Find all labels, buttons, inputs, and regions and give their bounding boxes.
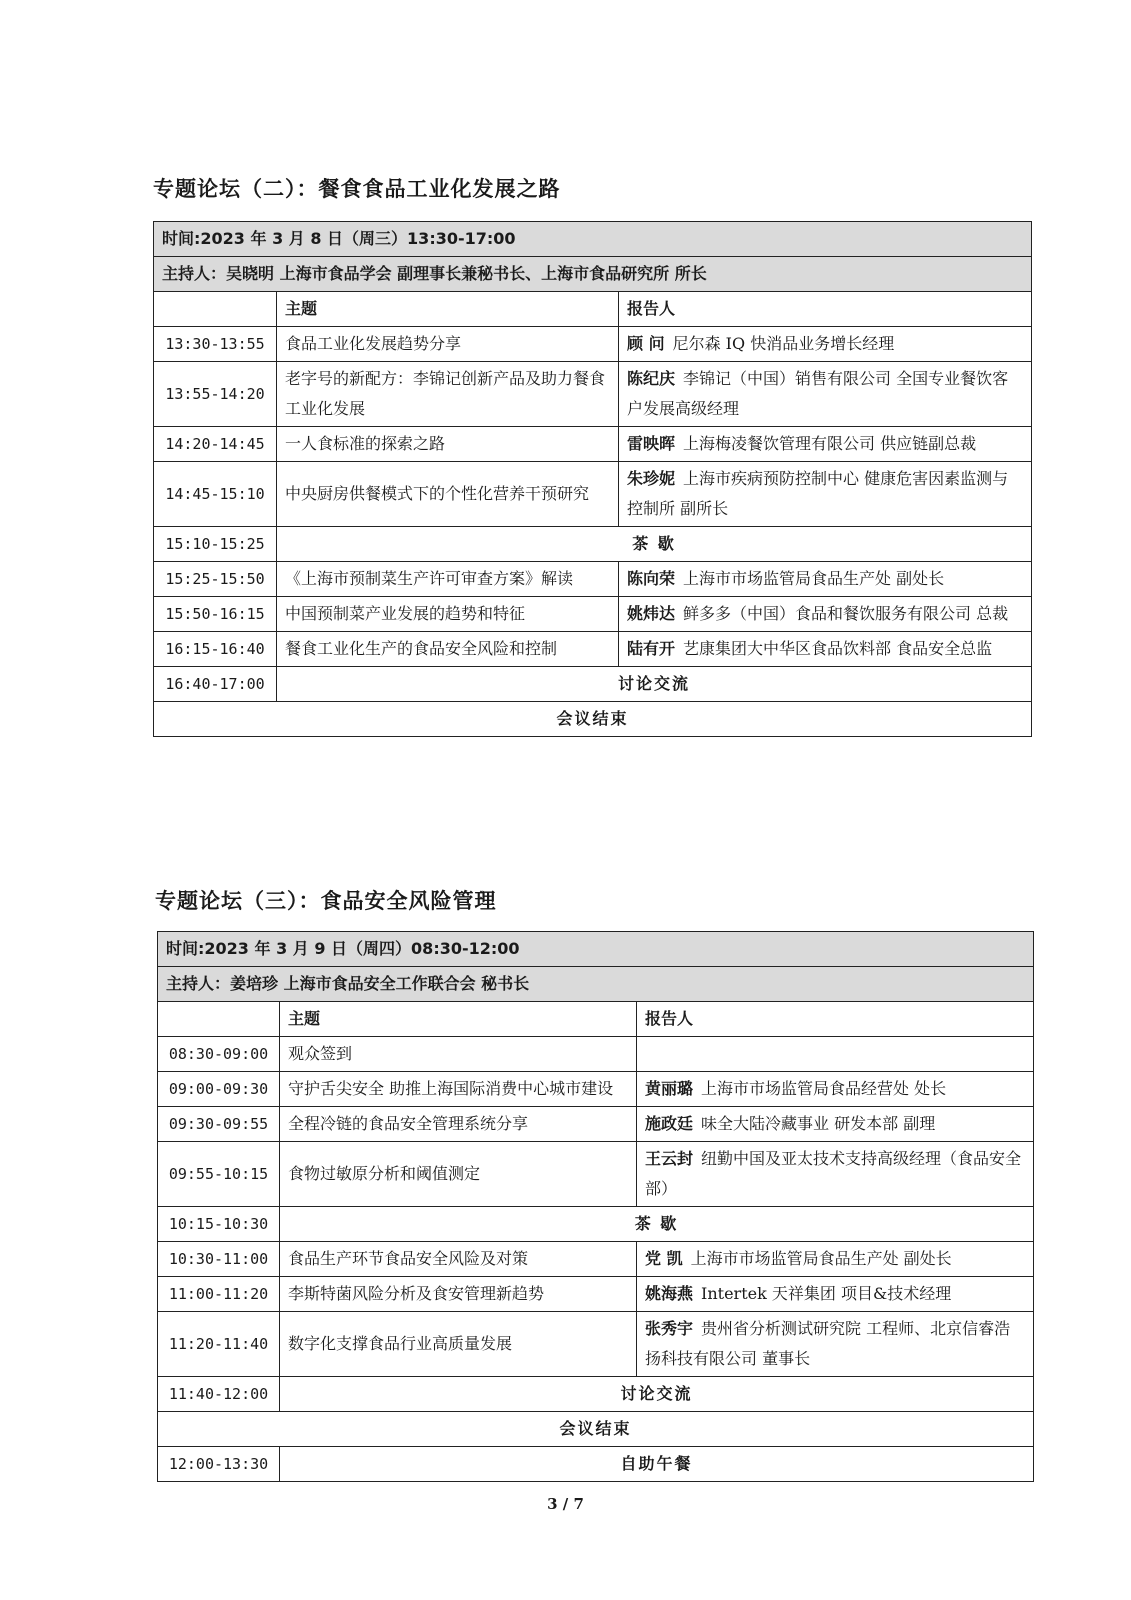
session-row — [154, 462, 1032, 527]
page-number: 3 / 7 — [547, 1495, 584, 1513]
session-topic: 守护舌尖安全 助推上海国际消费中心城市建设 — [280, 1072, 637, 1107]
session-topic: 食品生产环节食品安全风险及对策 — [280, 1242, 637, 1277]
forum3-host-row — [158, 967, 1034, 1002]
lunch-time: 12:00-13:30 — [158, 1447, 280, 1482]
session-row — [158, 1107, 1034, 1142]
session-speaker — [637, 1072, 1034, 1107]
session-topic: 李斯特菌风险分析及食安管理新趋势 — [280, 1277, 637, 1312]
lunch-label: 自助午餐 — [280, 1447, 1034, 1482]
session-time: 10:15-10:30 — [158, 1207, 280, 1242]
session-topic: 老字号的新配方：李锦记创新产品及助力餐食工业化发展 — [277, 362, 619, 427]
break-row — [154, 527, 1032, 562]
forum2-header-topic: 主题 — [277, 292, 619, 327]
forum2-time-row — [154, 222, 1032, 257]
session-topic: 全程冷链的食品安全管理系统分享 — [280, 1107, 637, 1142]
session-speaker — [637, 1242, 1034, 1277]
speaker-name: 陈向荣 — [627, 569, 676, 588]
session-time: 15:10-15:25 — [154, 527, 277, 562]
speaker-name: 王云封 — [645, 1149, 694, 1168]
speaker-affiliation: 上海市市场监管局食品经营处 处长 — [701, 1079, 947, 1098]
meeting-end: 会议结束 — [154, 702, 1032, 737]
session-time: 09:55-10:15 — [158, 1142, 280, 1207]
session-time: 16:15-16:40 — [154, 632, 277, 667]
session-time: 14:20-14:45 — [154, 427, 277, 462]
break-row — [158, 1377, 1034, 1412]
session-time: 15:50-16:15 — [154, 597, 277, 632]
session-topic: 数字化支撑食品行业高质量发展 — [280, 1312, 637, 1377]
forum2-header-row — [154, 292, 1032, 327]
session-time: 13:30-13:55 — [154, 327, 277, 362]
session-speaker — [619, 597, 1032, 632]
session-topic: 中央厨房供餐模式下的个性化营养干预研究 — [277, 462, 619, 527]
session-speaker — [619, 327, 1032, 362]
break-label: 讨论交流 — [280, 1377, 1034, 1412]
end-row — [158, 1412, 1034, 1447]
session-speaker — [637, 1142, 1034, 1207]
session-time: 13:55-14:20 — [154, 362, 277, 427]
session-speaker — [619, 462, 1032, 527]
session-topic: 观众签到 — [280, 1037, 637, 1072]
forum3-header-time — [158, 1002, 280, 1037]
break-row — [158, 1207, 1034, 1242]
break-label: 讨论交流 — [277, 667, 1032, 702]
session-row — [158, 1242, 1034, 1277]
session-row — [154, 562, 1032, 597]
speaker-affiliation: 尼尔森 IQ 快消品业务增长经理 — [672, 334, 895, 353]
session-speaker — [619, 562, 1032, 597]
session-row — [158, 1277, 1034, 1312]
session-speaker — [619, 632, 1032, 667]
speaker-name: 姚炜达 — [627, 604, 676, 623]
forum3-time: 时间:2023 年 3 月 9 日（周四）08:30-12:00 — [158, 932, 1034, 967]
forum2-header-time — [154, 292, 277, 327]
speaker-name: 朱珍妮 — [627, 469, 676, 488]
forum2-schedule-table — [153, 221, 1032, 737]
speaker-affiliation: 上海市市场监管局食品生产处 副处长 — [683, 569, 945, 588]
speaker-affiliation: 鲜多多（中国）食品和餐饮服务有限公司 总裁 — [683, 604, 1009, 623]
forum2-host-row — [154, 257, 1032, 292]
session-row — [158, 1142, 1034, 1207]
session-time: 16:40-17:00 — [154, 667, 277, 702]
session-time: 08:30-09:00 — [158, 1037, 280, 1072]
speaker-affiliation: 纽勤中国及亚太技术支持高级经理（食品安全部） — [645, 1149, 1022, 1198]
forum3-host: 主持人：姜培珍 上海市食品安全工作联合会 秘书长 — [158, 967, 1034, 1002]
session-time: 11:20-11:40 — [158, 1312, 280, 1377]
forum3-header-topic: 主题 — [280, 1002, 637, 1037]
session-topic: 食物过敏原分析和阈值测定 — [280, 1142, 637, 1207]
session-time: 10:30-11:00 — [158, 1242, 280, 1277]
session-time: 14:45-15:10 — [154, 462, 277, 527]
session-speaker — [619, 427, 1032, 462]
speaker-name: 陆有开 — [627, 639, 676, 658]
lunch-row — [158, 1447, 1034, 1482]
session-speaker — [637, 1277, 1034, 1312]
break-label: 茶 歇 — [277, 527, 1032, 562]
session-row — [158, 1072, 1034, 1107]
session-row — [158, 1312, 1034, 1377]
session-topic: 中国预制菜产业发展的趋势和特征 — [277, 597, 619, 632]
speaker-affiliation: 上海市市场监管局食品生产处 副处长 — [690, 1249, 952, 1268]
session-speaker — [637, 1312, 1034, 1377]
forum2-title: 专题论坛（二）：餐食食品工业化发展之路 — [153, 176, 561, 201]
forum2-header-speaker: 报告人 — [619, 292, 1032, 327]
forum3-header-speaker: 报告人 — [637, 1002, 1034, 1037]
speaker-affiliation: 艺康集团大中华区食品饮料部 食品安全总监 — [683, 639, 993, 658]
session-row — [158, 1037, 1034, 1072]
speaker-affiliation: 上海梅凌餐饮管理有限公司 供应链副总裁 — [683, 434, 977, 453]
session-row — [154, 327, 1032, 362]
speaker-name: 雷映晖 — [627, 434, 676, 453]
session-time: 11:00-11:20 — [158, 1277, 280, 1312]
session-speaker — [637, 1037, 1034, 1072]
speaker-name: 陈纪庆 — [627, 369, 676, 388]
session-speaker — [619, 362, 1032, 427]
forum3-title: 专题论坛（三）：食品安全风险管理 — [155, 888, 497, 913]
speaker-affiliation: 上海市疾病预防控制中心 健康危害因素监测与控制所 副所长 — [627, 469, 1009, 518]
session-row — [154, 632, 1032, 667]
break-label: 茶 歇 — [280, 1207, 1034, 1242]
meeting-end: 会议结束 — [158, 1412, 1034, 1447]
speaker-affiliation: Intertek 天祥集团 项目&技术经理 — [701, 1284, 952, 1303]
speaker-name: 顾 问 — [627, 334, 665, 353]
session-time: 09:00-09:30 — [158, 1072, 280, 1107]
session-time: 09:30-09:55 — [158, 1107, 280, 1142]
end-row — [154, 702, 1032, 737]
forum3-time-row — [158, 932, 1034, 967]
session-time: 15:25-15:50 — [154, 562, 277, 597]
session-topic: 一人食标准的探索之路 — [277, 427, 619, 462]
forum3-schedule-table — [157, 931, 1034, 1482]
session-time: 11:40-12:00 — [158, 1377, 280, 1412]
forum2-time: 时间:2023 年 3 月 8 日（周三）13:30-17:00 — [154, 222, 1032, 257]
speaker-affiliation: 味全大陆冷藏事业 研发本部 副理 — [701, 1114, 936, 1133]
speaker-name: 党 凯 — [645, 1249, 683, 1268]
break-row — [154, 667, 1032, 702]
speaker-name: 黄丽璐 — [645, 1079, 694, 1098]
session-topic: 餐食工业化生产的食品安全风险和控制 — [277, 632, 619, 667]
speaker-affiliation: 李锦记（中国）销售有限公司 全国专业餐饮客户发展高级经理 — [627, 369, 1009, 418]
forum3-header-row — [158, 1002, 1034, 1037]
session-speaker — [637, 1107, 1034, 1142]
session-topic: 食品工业化发展趋势分享 — [277, 327, 619, 362]
session-row — [154, 362, 1032, 427]
session-row — [154, 597, 1032, 632]
speaker-name: 姚海燕 — [645, 1284, 694, 1303]
speaker-affiliation: 贵州省分析测试研究院 工程师、北京信睿浩扬科技有限公司 董事长 — [645, 1319, 1011, 1368]
forum2-host: 主持人：吴晓明 上海市食品学会 副理事长兼秘书长、上海市食品研究所 所长 — [154, 257, 1032, 292]
session-row — [154, 427, 1032, 462]
session-topic: 《上海市预制菜生产许可审查方案》解读 — [277, 562, 619, 597]
speaker-name: 张秀宇 — [645, 1319, 694, 1338]
speaker-name: 施政廷 — [645, 1114, 694, 1133]
